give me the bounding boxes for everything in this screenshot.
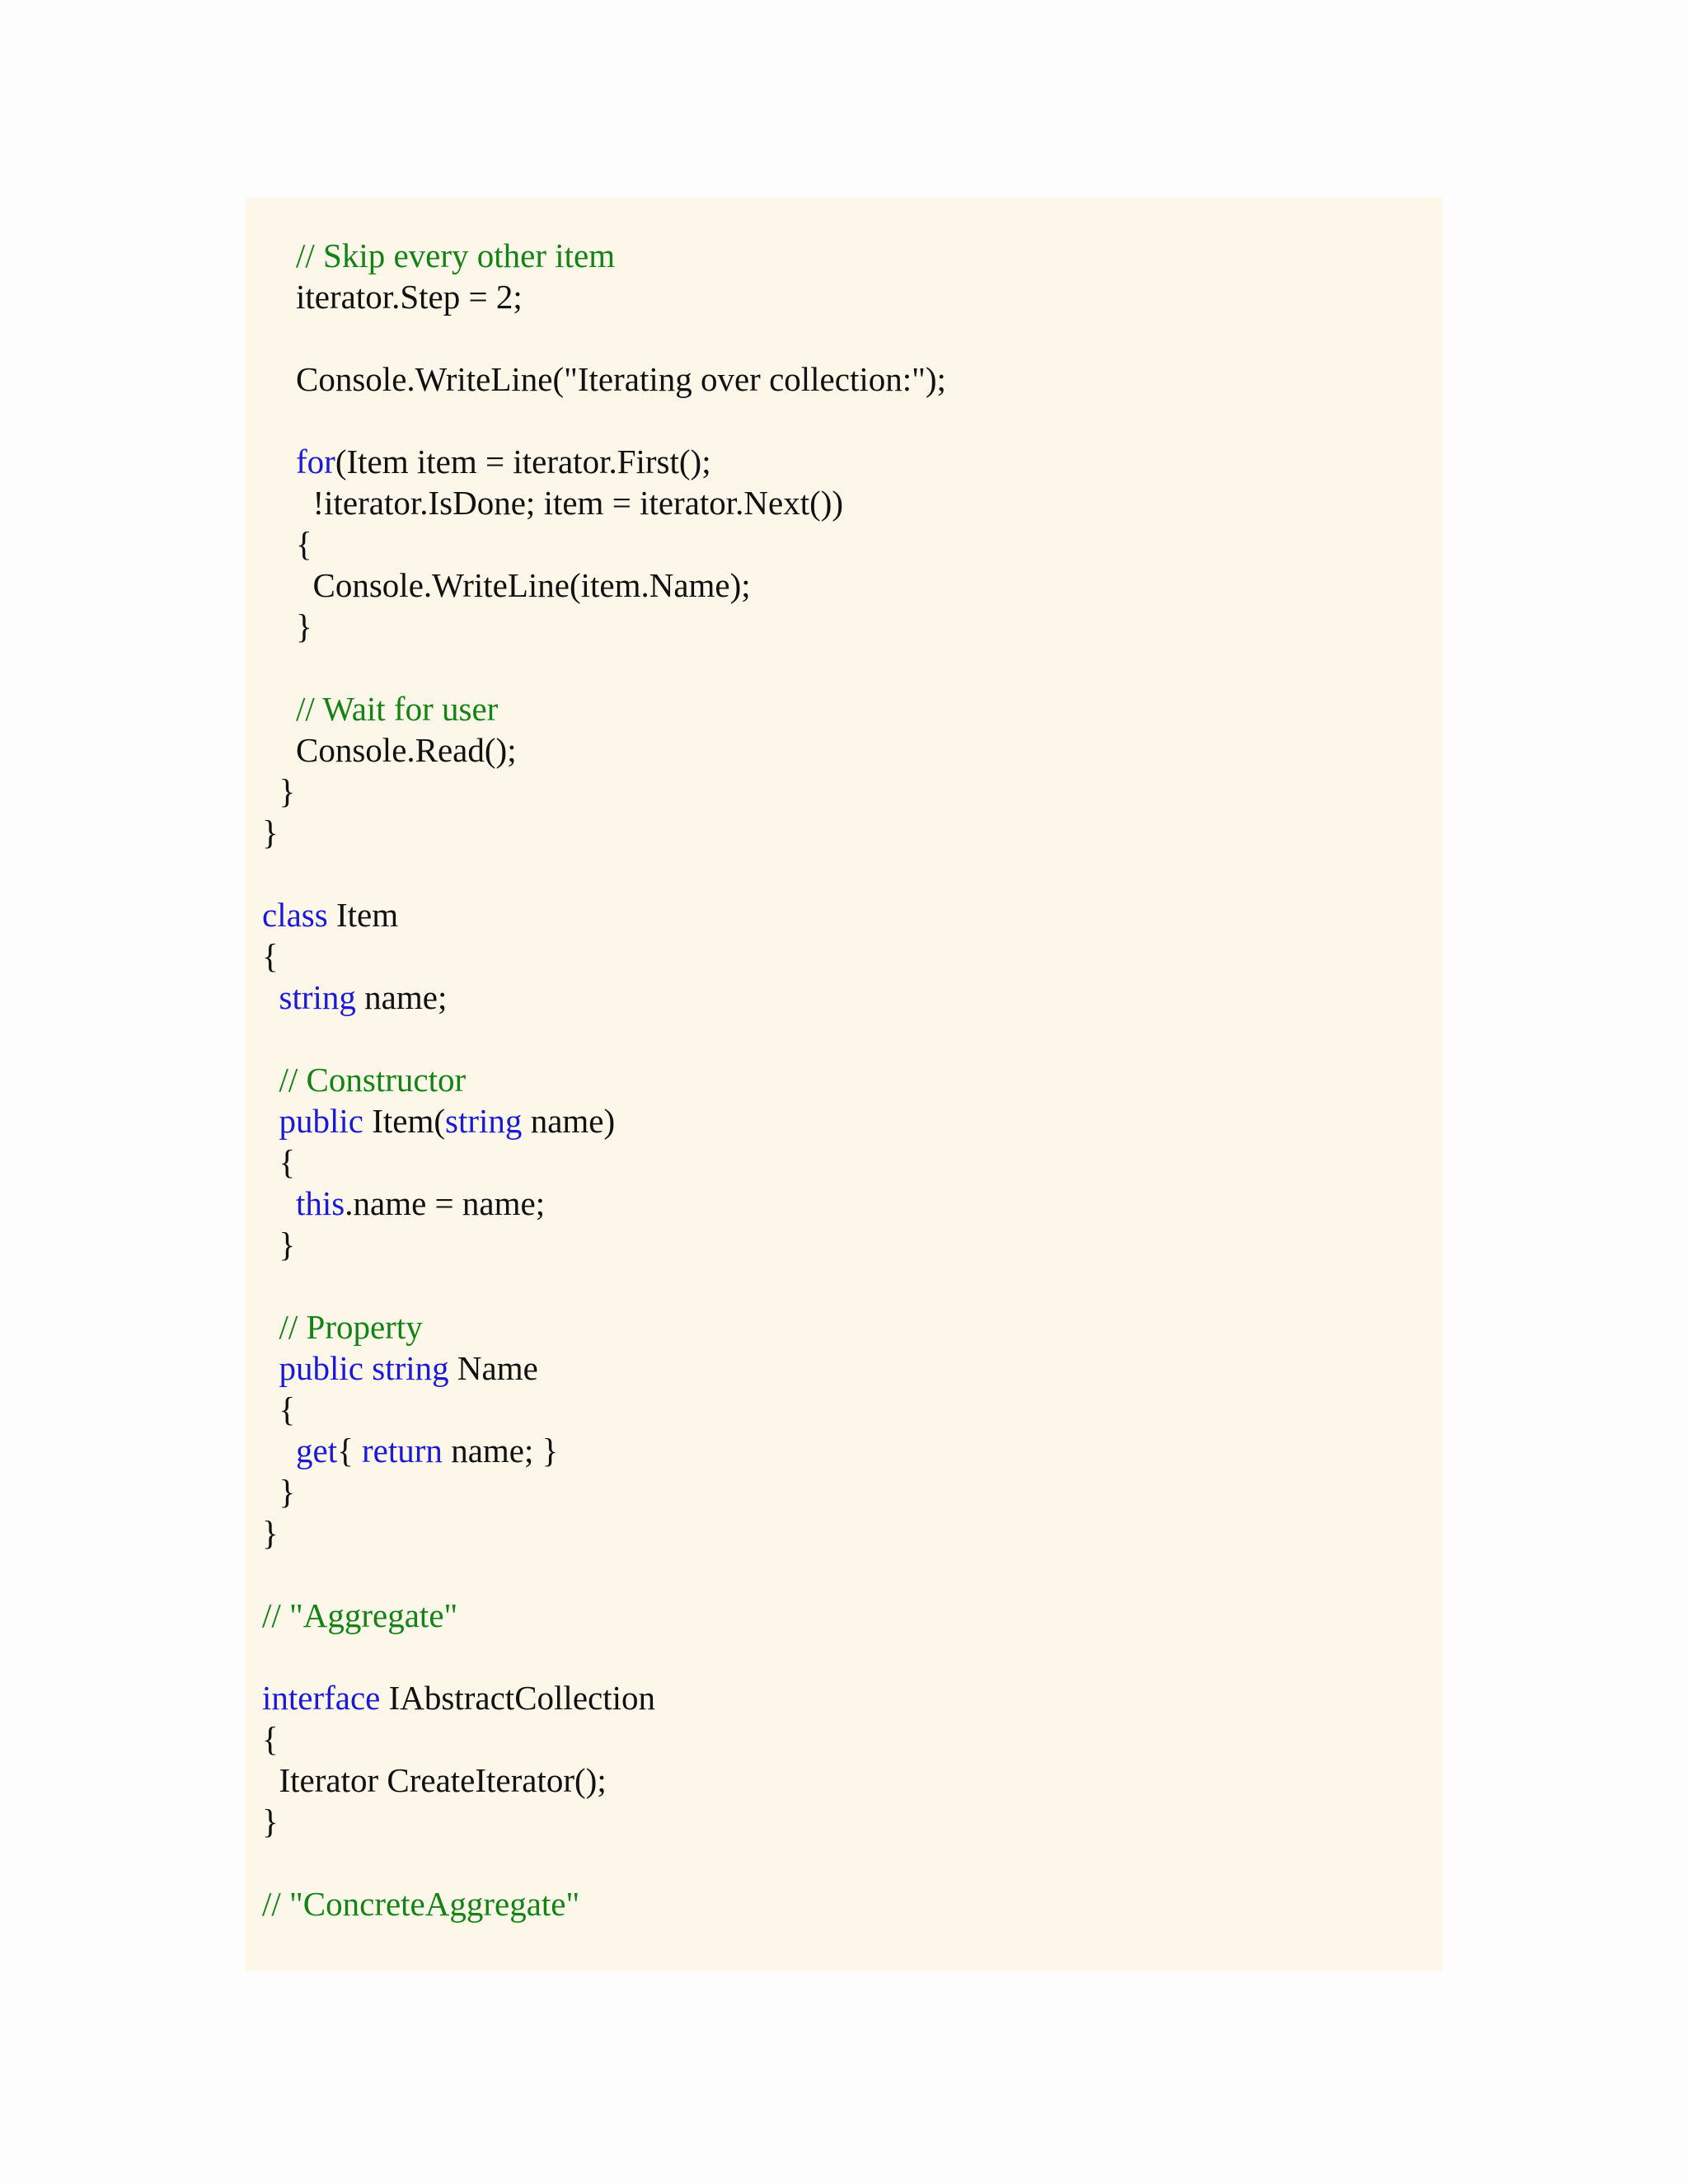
code-text-token: { <box>262 1720 279 1758</box>
code-line <box>262 812 946 853</box>
code-indent <box>262 607 296 645</box>
code-line <box>262 276 946 317</box>
code-text-token: Item( <box>363 1102 446 1140</box>
code-line <box>262 1883 946 1924</box>
code-line <box>262 1059 946 1100</box>
code-line <box>262 935 946 977</box>
code-line <box>262 235 946 276</box>
code-text-token: { <box>337 1432 363 1469</box>
code-comment-token: // Property <box>279 1308 423 1346</box>
code-text-token: { <box>262 937 279 975</box>
code-line <box>262 1595 946 1636</box>
code-text-token: .name = name; <box>345 1184 546 1222</box>
code-line <box>262 688 946 729</box>
code-line <box>262 441 946 482</box>
code-text-token: (Item item = iterator.First(); <box>335 443 711 480</box>
code-indent <box>262 1143 279 1181</box>
code-text-token: Iterator CreateIterator(); <box>279 1761 607 1799</box>
code-comment-token: // Skip every other item <box>296 237 616 274</box>
code-line <box>262 317 946 359</box>
code-line <box>262 1760 946 1801</box>
code-block <box>262 235 946 1924</box>
code-line <box>262 606 946 647</box>
code-indent <box>262 1226 279 1263</box>
code-text-token: } <box>296 607 312 645</box>
code-text-token: { <box>279 1143 296 1181</box>
code-line <box>262 1347 946 1389</box>
code-text-token: iterator.Step = 2; <box>296 278 523 316</box>
code-line <box>262 771 946 812</box>
code-text-token: Name <box>448 1349 538 1387</box>
code-indent <box>262 1390 279 1428</box>
code-indent <box>262 731 296 769</box>
code-comment-token: // "Aggregate" <box>262 1596 458 1634</box>
code-indent <box>262 237 296 274</box>
code-indent <box>262 1761 279 1799</box>
code-text-token <box>363 1349 372 1387</box>
code-comment-token: // "ConcreteAggregate" <box>262 1885 580 1923</box>
code-line <box>262 1512 946 1554</box>
code-line <box>262 1471 946 1512</box>
code-line <box>262 977 946 1018</box>
code-keyword-token: for <box>296 443 335 480</box>
code-line <box>262 359 946 400</box>
code-text-token: Console.WriteLine("Iterating over collection:"); <box>296 360 946 398</box>
code-line <box>262 482 946 523</box>
code-keyword-token: string <box>445 1102 523 1140</box>
code-text-token: } <box>262 1802 279 1840</box>
code-text-token: IAbstractCollection <box>380 1679 655 1717</box>
code-text-token: Item <box>327 896 399 934</box>
code-indent <box>262 484 313 522</box>
code-line <box>262 1554 946 1595</box>
code-line <box>262 1718 946 1760</box>
code-indent <box>262 360 296 398</box>
code-line <box>262 1842 946 1883</box>
code-line <box>262 1801 946 1842</box>
code-indent <box>262 1184 296 1222</box>
code-line <box>262 1018 946 1059</box>
code-panel <box>246 198 1442 1971</box>
code-line <box>262 853 946 894</box>
code-keyword-token: string <box>279 978 356 1016</box>
code-indent <box>262 1308 279 1346</box>
code-comment-token: // Constructor <box>279 1061 467 1099</box>
code-text-token: name) <box>522 1102 616 1140</box>
code-text-token: } <box>262 1514 279 1552</box>
code-text-token: } <box>279 1473 296 1511</box>
code-line <box>262 1677 946 1718</box>
code-indent <box>262 525 296 563</box>
code-text-token: } <box>262 813 279 851</box>
code-line <box>262 647 946 688</box>
code-text-token: name; <box>355 978 448 1016</box>
code-line <box>262 1265 946 1306</box>
code-keyword-token: interface <box>262 1679 381 1717</box>
code-keyword-token: get <box>296 1432 338 1469</box>
code-line <box>262 729 946 771</box>
code-keyword-token: string <box>372 1349 449 1387</box>
code-text-token: name; } <box>442 1432 559 1469</box>
code-indent <box>262 978 279 1016</box>
code-indent <box>262 690 296 728</box>
code-indent <box>262 1061 279 1099</box>
code-keyword-token: public <box>279 1102 363 1140</box>
code-indent <box>262 1432 296 1469</box>
code-line <box>262 1100 946 1141</box>
code-indent <box>262 1473 279 1511</box>
code-indent <box>262 278 296 316</box>
code-keyword-token: return <box>362 1432 443 1469</box>
code-line <box>262 523 946 565</box>
code-indent <box>262 566 313 604</box>
code-line <box>262 400 946 441</box>
code-line <box>262 1389 946 1430</box>
code-line <box>262 1306 946 1347</box>
code-text-token: Console.WriteLine(item.Name); <box>312 566 751 604</box>
code-line <box>262 565 946 606</box>
code-text-token: Console.Read(); <box>296 731 517 769</box>
code-keyword-token: public <box>279 1349 363 1387</box>
code-line <box>262 1224 946 1265</box>
code-line <box>262 1636 946 1677</box>
code-text-token: { <box>296 525 312 563</box>
code-text-token: } <box>279 1226 296 1263</box>
code-line <box>262 1430 946 1471</box>
code-indent <box>262 1349 279 1387</box>
code-text-token: !iterator.IsDone; item = iterator.Next()) <box>312 484 844 522</box>
code-keyword-token: class <box>262 896 328 934</box>
code-indent <box>262 443 296 480</box>
code-line <box>262 1183 946 1224</box>
code-text-token: { <box>279 1390 296 1428</box>
code-indent <box>262 1102 279 1140</box>
code-line <box>262 1141 946 1183</box>
code-text-token: } <box>279 772 296 810</box>
code-indent <box>262 772 279 810</box>
code-comment-token: // Wait for user <box>296 690 499 728</box>
code-keyword-token: this <box>296 1184 345 1222</box>
code-line <box>262 894 946 935</box>
